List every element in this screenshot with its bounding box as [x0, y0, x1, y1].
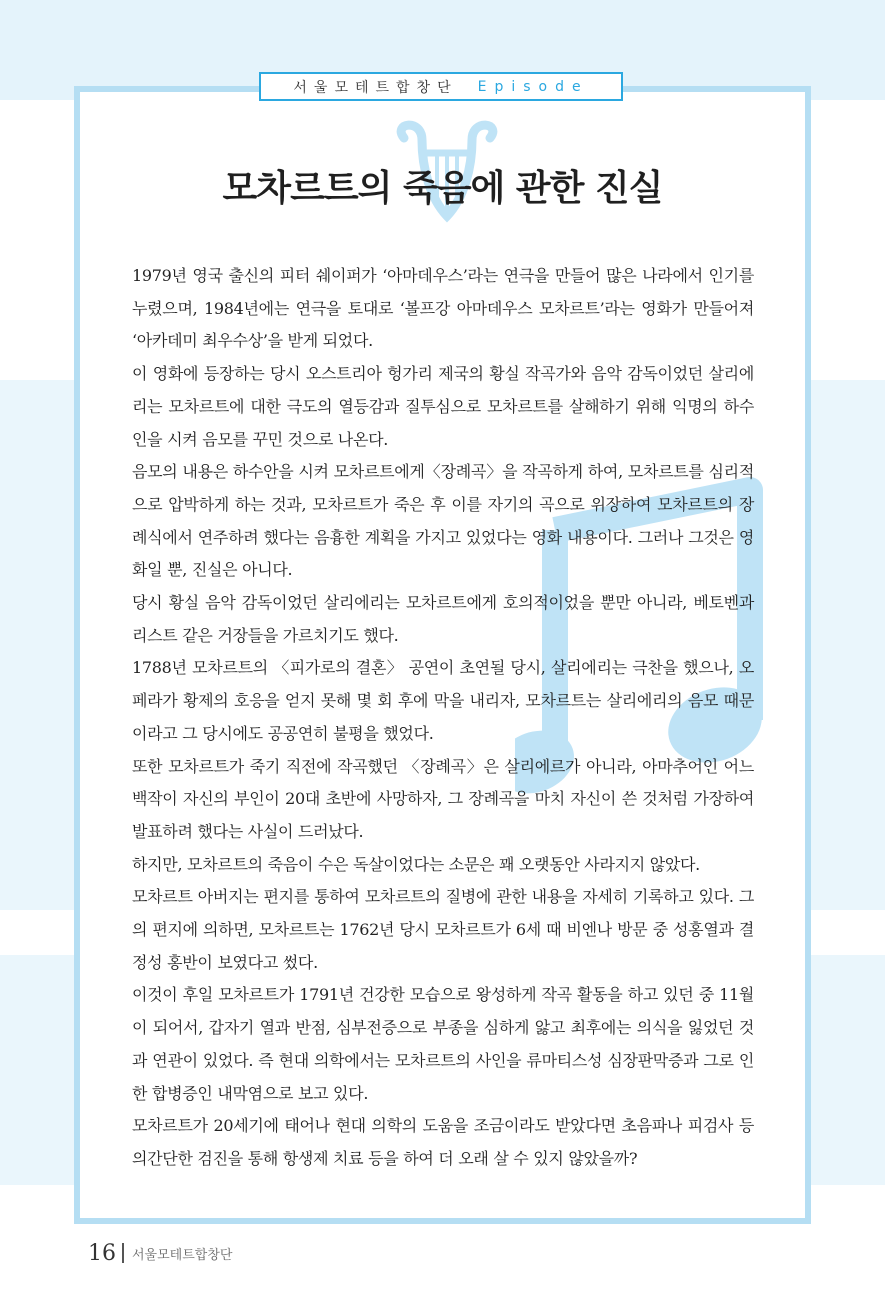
paragraph: 이 영화에 등장하는 당시 오스트리아 헝가리 제국의 황실 작곡가와 음악 감독이었던 살리에리는 모차르트에 대한 극도의 열등감과 질투심으로 모차르트를 살해하기 위해 익명의 하수인을 시켜 음모를 꾸민 것으로 나온다.	[132, 364, 754, 449]
paragraph: 모차르트 아버지는 편지를 통하여 모차르트의 질병에 관한 내용을 자세히 기록하고 있다. 그의 편지에 의하면, 모차르트는 1762년 당시 모차르트가 6세 때 비엔나 방문 중 성홍열과 결정성 홍반이 보였다고 썼다.	[132, 887, 754, 972]
article-body	[132, 260, 754, 1176]
paragraph: 음모의 내용은 하수안을 시켜 모차르트에게〈장례곡〉을 작곡하게 하여, 모차르트를 심리적으로 압박하게 하는 것과, 모차르트가 죽은 후 이를 자기의 곡으로 위장하여 모차르트의 장례식에서 연주하려 했다는 음흉한 계획을 가지고 있었다는 영화 내용이다. 그러나 그것은 영화일 뿐, 진실은 아니다.	[132, 462, 754, 580]
header-section-label: Episode	[477, 78, 589, 95]
paragraph: 또한 모차르트가 죽기 직전에 작곡했던 〈장례곡〉은 살리에르가 아니라, 아마추어인 어느 백작이 자신의 부인이 20대 초반에 사망하자, 그 장례곡을 마치 자신이 쓴 것처럼 가장하여 발표하려 했다는 사실이 드러났다.	[132, 756, 754, 841]
paragraph: 1788년 모차르트의 〈피가로의 결혼〉 공연이 초연될 당시, 살리에리는 극찬을 했으나, 오페라가 황제의 호응을 얻지 못해 몇 회 후에 막을 내리자, 모차르트는 살리에리의 음모 때문이라고 그 당시에도 공공연히 불평을 했었다.	[132, 658, 754, 743]
section-header	[259, 72, 623, 101]
header-organization: 서울모테트합창단	[293, 79, 458, 96]
footer-organization: 서울모테트합창단	[132, 1247, 233, 1263]
paragraph: 모차르트가 20세기에 태어나 현대 의학의 도움을 조금이라도 받았다면 초음파나 피검사 등의간단한 검진을 통해 항생제 치료 등을 하여 더 오래 살 수 있지 않았을까?	[132, 1116, 754, 1168]
article-title: 모차르트의 죽음에 관한 진실	[222, 167, 663, 209]
paragraph: 하지만, 모차르트의 죽음이 수은 독살이었다는 소문은 꽤 오랫동안 사라지지 않았다.	[132, 854, 700, 874]
page-number: 16	[88, 1240, 116, 1266]
paragraph: 1979년 영국 출신의 피터 쉐이퍼가 ‘아마데우스’라는 연극을 만들어 많은 나라에서 인기를 누렸으며, 1984년에는 연극을 토대로 ‘볼프강 아마데우스 모차르트’라는 영화가 만들어져 ‘아카데미 최우수상’을 받게 되었다.	[132, 266, 754, 351]
page-footer	[88, 1238, 232, 1268]
paragraph: 당시 황실 음악 감독이었던 살리에리는 모차르트에게 호의적이었을 뿐만 아니라, 베토벤과 리스트 같은 거장들을 가르치기도 했다.	[132, 593, 754, 645]
footer-divider	[122, 1243, 124, 1263]
paragraph: 이것이 후일 모차르트가 1791년 건강한 모습으로 왕성하게 작곡 활동을 하고 있던 중 11월이 되어서, 갑자기 열과 반점, 심부전증으로 부종을 심하게 앓고 최후에는 의식을 잃었던 것과 연관이 있었다. 즉 현대 의학에서는 모차르트의 사인을 류마티스성 심장판막증과 그로 인한 합병증인 내막염으로 보고 있다.	[132, 985, 754, 1103]
